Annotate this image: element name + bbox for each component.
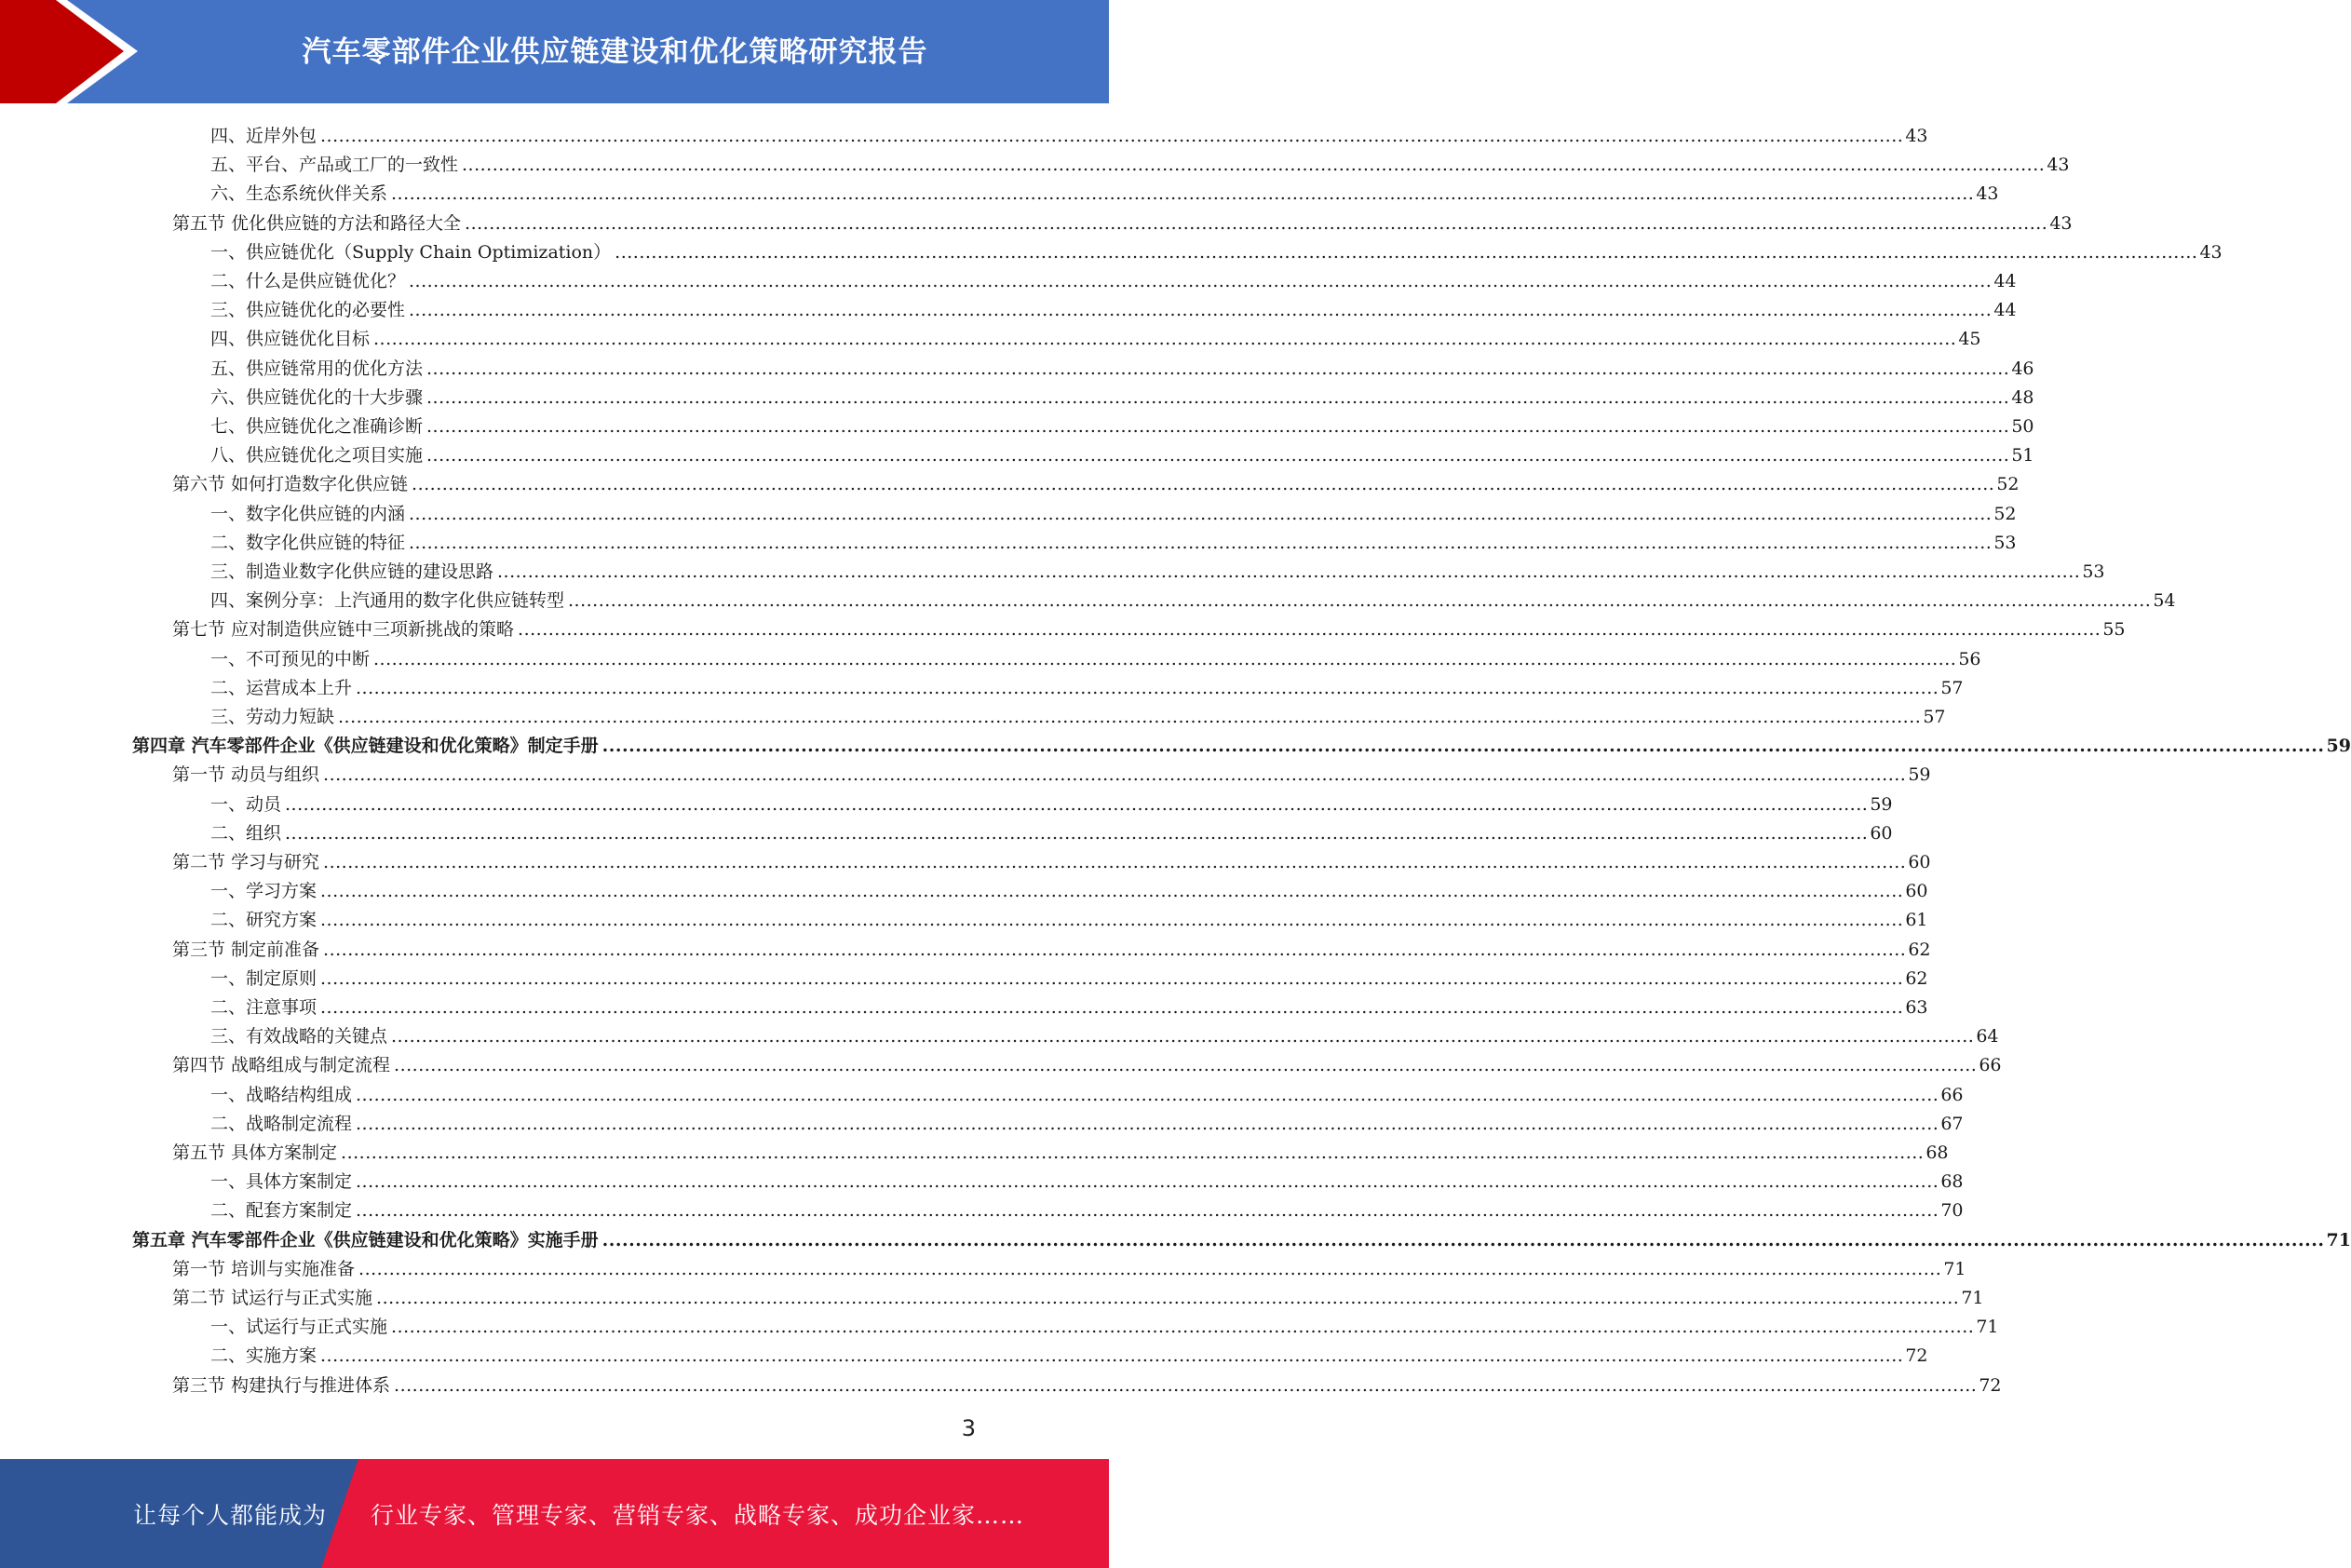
toc-entry-page: 63 bbox=[1905, 997, 1928, 1018]
toc-entry[interactable] bbox=[210, 1077, 1964, 1106]
toc-entry-label: 三、劳动力短缺 bbox=[210, 707, 335, 727]
document-title: 汽车零部件企业供应链建设和优化策略研究报告 bbox=[302, 34, 928, 69]
toc-entry-label: 一、制定原则 bbox=[210, 967, 318, 989]
toc-entry[interactable] bbox=[210, 670, 1964, 699]
toc-entry[interactable] bbox=[210, 147, 2070, 176]
toc-entry-label: 二、实施方案 bbox=[210, 1345, 318, 1367]
toc-leader-dots: .................................................................................................................................................................................................................................................................... bbox=[320, 126, 1904, 146]
toc-entry-label: 一、不可预见的中断 bbox=[210, 648, 371, 669]
toc-entry-page: 70 bbox=[1940, 1200, 1964, 1222]
toc-entry[interactable] bbox=[210, 321, 1981, 350]
toc-leader-dots: .................................................................................................................................................................................................................................................................... bbox=[568, 590, 2152, 612]
toc-entry-page: 54 bbox=[2153, 590, 2176, 612]
toc-leader-dots: .................................................................................................................................................................................................................................................................... bbox=[320, 967, 1904, 989]
toc-leader-dots: .................................................................................................................................................................................................................................................................... bbox=[285, 822, 1869, 844]
toc-entry-page: 60 bbox=[1908, 852, 1931, 872]
toc-entry-label: 第七节 应对制造供应链中三项新挑战的策略 bbox=[172, 619, 515, 641]
toc-leader-dots: .................................................................................................................................................................................................................................................................... bbox=[373, 648, 1957, 669]
toc-leader-dots: .................................................................................................................................................................................................................................................................... bbox=[465, 212, 2048, 234]
page-number: 3 bbox=[961, 1415, 976, 1441]
toc-leader-dots: .................................................................................................................................................................................................................................................................... bbox=[391, 1026, 1975, 1048]
toc-entry-page: 71 bbox=[1943, 1258, 1966, 1279]
toc-entry[interactable] bbox=[210, 1164, 1964, 1193]
toc-entry-page: 50 bbox=[2011, 416, 2034, 437]
toc-entry-label: 二、配套方案制定 bbox=[210, 1200, 353, 1222]
toc-entry-page: 71 bbox=[1961, 1288, 1984, 1308]
toc-entry[interactable] bbox=[210, 1106, 1964, 1135]
toc-entry[interactable] bbox=[210, 176, 1999, 205]
toc-entry[interactable] bbox=[210, 351, 2034, 380]
toc-entry-page: 46 bbox=[2011, 358, 2034, 379]
toc-entry[interactable] bbox=[210, 1019, 1999, 1048]
toc-entry-label: 二、注意事项 bbox=[210, 997, 318, 1018]
toc-entry-page: 43 bbox=[1905, 126, 1928, 146]
toc-entry-label: 第四章 汽车零部件企业《供应链建设和优化策略》制定手册 bbox=[132, 736, 599, 757]
toc-entry-page: 57 bbox=[1923, 707, 1946, 727]
toc-entry-label: 一、动员 bbox=[210, 793, 282, 815]
toc-entry-label: 一、数字化供应链的内涵 bbox=[210, 503, 406, 524]
toc-entry-page: 66 bbox=[1940, 1084, 1964, 1105]
toc-entry[interactable] bbox=[210, 902, 1928, 931]
toc-entry[interactable] bbox=[210, 816, 1893, 845]
toc-entry-label: 第六节 如何打造数字化供应链 bbox=[172, 474, 409, 495]
toc-entry-label: 三、制造业数字化供应链的建设思路 bbox=[210, 561, 494, 582]
toc-entry-label: 二、战略制定流程 bbox=[210, 1113, 353, 1134]
toc-entry[interactable] bbox=[172, 1251, 1966, 1280]
toc-leader-dots: .................................................................................................................................................................................................................................................................... bbox=[323, 939, 1907, 960]
footer-slogan-left: 让每个人都能成为 bbox=[133, 1501, 328, 1529]
toc-entry-label: 第五节 优化供应链的方法和路径大全 bbox=[172, 212, 462, 234]
toc-entry[interactable] bbox=[210, 292, 2017, 321]
toc-leader-dots: .................................................................................................................................................................................................................................................................... bbox=[394, 1055, 1978, 1076]
toc-leader-dots: .................................................................................................................................................................................................................................................................... bbox=[320, 997, 1904, 1018]
toc-entry-label: 五、平台、产品或工厂的一致性 bbox=[210, 155, 459, 176]
toc-entry-page: 59 bbox=[2326, 736, 2351, 757]
toc-entry[interactable] bbox=[210, 961, 1928, 990]
toc-entry-page: 56 bbox=[1958, 648, 1981, 669]
toc-leader-dots: .................................................................................................................................................................................................................................................................... bbox=[497, 561, 2081, 582]
toc-entry-label: 一、试运行与正式实施 bbox=[210, 1317, 388, 1338]
toc-entry-label: 第一节 动员与组织 bbox=[172, 764, 320, 786]
toc-entry[interactable] bbox=[210, 990, 1928, 1019]
toc-leader-dots: .................................................................................................................................................................................................................................................................... bbox=[320, 881, 1904, 902]
footer-slogan-right: 行业专家、管理专家、营销专家、战略专家、成功企业家…… bbox=[371, 1501, 1025, 1529]
toc-entry[interactable] bbox=[172, 612, 2126, 641]
toc-leader-dots: .................................................................................................................................................................................................................................................................... bbox=[601, 736, 2325, 757]
header-band bbox=[0, 0, 1109, 103]
toc-entry-label: 六、生态系统伙伴关系 bbox=[210, 183, 388, 205]
toc-entry[interactable] bbox=[210, 525, 2017, 554]
toc-entry[interactable] bbox=[172, 757, 1931, 786]
toc-entry-label: 二、数字化供应链的特征 bbox=[210, 532, 406, 553]
toc-entry[interactable] bbox=[210, 264, 2017, 292]
toc-entry-label: 五、供应链常用的优化方法 bbox=[210, 358, 424, 379]
toc-leader-dots: .................................................................................................................................................................................................................................................................... bbox=[409, 532, 1993, 553]
toc-entry[interactable] bbox=[172, 1135, 1949, 1164]
toc-entry-page: 44 bbox=[1993, 300, 2017, 321]
toc-entry-label: 七、供应链优化之准确诊断 bbox=[210, 416, 424, 437]
toc-entry[interactable] bbox=[210, 787, 1893, 816]
toc-entry-page: 43 bbox=[2047, 155, 2070, 176]
toc-entry-page: 67 bbox=[1940, 1113, 1964, 1134]
toc-entry-label: 四、近岸外包 bbox=[210, 126, 318, 146]
toc-entry-page: 66 bbox=[1979, 1055, 2002, 1076]
toc-leader-dots: .................................................................................................................................................................................................................................................................... bbox=[323, 764, 1907, 786]
toc-entry-page: 44 bbox=[1993, 271, 2017, 291]
toc-entry-label: 第五章 汽车零部件企业《供应链建设和优化策略》实施手册 bbox=[132, 1229, 599, 1250]
toc-entry-page: 60 bbox=[1870, 822, 1893, 844]
toc-leader-dots: .................................................................................................................................................................................................................................................................... bbox=[356, 1200, 1939, 1222]
toc-entry-label: 第二节 学习与研究 bbox=[172, 852, 320, 872]
toc-entry[interactable] bbox=[210, 380, 2034, 409]
toc-entry-label: 第五节 具体方案制定 bbox=[172, 1142, 338, 1163]
toc-entry-page: 43 bbox=[2199, 241, 2223, 263]
toc-entry-page: 60 bbox=[1905, 881, 1928, 902]
toc-entry-label: 一、战略结构组成 bbox=[210, 1084, 353, 1105]
toc-entry-label: 一、具体方案制定 bbox=[210, 1171, 353, 1193]
toc-leader-dots: .................................................................................................................................................................................................................................................................... bbox=[320, 910, 1904, 931]
toc-entry-page: 43 bbox=[1976, 183, 1999, 205]
toc-entry-label: 三、有效战略的关键点 bbox=[210, 1026, 388, 1048]
toc-entry[interactable] bbox=[210, 235, 2223, 264]
toc-leader-dots: .................................................................................................................................................................................................................................................................... bbox=[601, 1229, 2325, 1250]
toc-leader-dots: .................................................................................................................................................................................................................................................................... bbox=[409, 271, 1993, 291]
toc-leader-dots: .................................................................................................................................................................................................................................................................... bbox=[426, 386, 2010, 408]
toc-leader-dots: .................................................................................................................................................................................................................................................................... bbox=[356, 1084, 1939, 1105]
toc-entry-page: 51 bbox=[2011, 445, 2034, 466]
toc-leader-dots: .................................................................................................................................................................................................................................................................... bbox=[394, 1374, 1978, 1396]
toc-entry-label: 二、研究方案 bbox=[210, 910, 318, 931]
toc-entry-page: 68 bbox=[1940, 1171, 1964, 1193]
toc-leader-dots: .................................................................................................................................................................................................................................................................... bbox=[409, 503, 1993, 524]
toc-entry-label: 第四节 战略组成与制定流程 bbox=[172, 1055, 391, 1076]
toc-entry-label: 八、供应链优化之项目实施 bbox=[210, 445, 424, 466]
toc-entry[interactable] bbox=[210, 409, 2034, 438]
toc-leader-dots: .................................................................................................................................................................................................................................................................... bbox=[391, 1317, 1975, 1338]
toc-entry-label: 一、供应链优化（Supply Chain Optimization） bbox=[210, 241, 612, 263]
toc-entry-label: 二、什么是供应链优化？ bbox=[210, 271, 406, 291]
toc-leader-dots: .................................................................................................................................................................................................................................................................... bbox=[358, 1258, 1942, 1279]
toc-leader-dots: .................................................................................................................................................................................................................................................................... bbox=[285, 793, 1869, 815]
toc-entry[interactable] bbox=[210, 583, 2176, 612]
toc-entry-page: 62 bbox=[1905, 967, 1928, 989]
toc-entry-page: 61 bbox=[1905, 910, 1928, 931]
toc-entry-label: 三、供应链优化的必要性 bbox=[210, 300, 406, 321]
toc-leader-dots: .................................................................................................................................................................................................................................................................... bbox=[412, 474, 1995, 495]
toc-entry-page: 45 bbox=[1958, 329, 1981, 350]
toc-leader-dots: .................................................................................................................................................................................................................................................................... bbox=[338, 707, 1922, 727]
toc-leader-dots: .................................................................................................................................................................................................................................................................... bbox=[323, 852, 1907, 872]
toc-entry-page: 71 bbox=[1976, 1317, 1999, 1338]
toc-leader-dots: .................................................................................................................................................................................................................................................................... bbox=[356, 1171, 1939, 1193]
toc-entry-page: 48 bbox=[2011, 386, 2034, 408]
toc-leader-dots: .................................................................................................................................................................................................................................................................... bbox=[376, 1288, 1960, 1308]
toc-entry-page: 59 bbox=[1870, 793, 1893, 815]
toc-entry-label: 第二节 试运行与正式实施 bbox=[172, 1288, 373, 1308]
toc-entry[interactable] bbox=[172, 932, 1931, 961]
toc-entry-label: 二、运营成本上升 bbox=[210, 677, 353, 698]
toc-leader-dots: .................................................................................................................................................................................................................................................................... bbox=[320, 1345, 1904, 1367]
toc-entry[interactable] bbox=[210, 496, 2017, 525]
toc-leader-dots: .................................................................................................................................................................................................................................................................... bbox=[356, 1113, 1939, 1134]
toc-entry-page: 72 bbox=[1905, 1345, 1928, 1367]
toc-entry[interactable] bbox=[210, 1338, 1928, 1367]
footer-band bbox=[0, 1459, 1109, 1568]
toc-entry[interactable] bbox=[210, 699, 1946, 728]
toc-entry-page: 62 bbox=[1908, 939, 1931, 960]
toc-entry[interactable] bbox=[210, 118, 1928, 147]
toc-entry[interactable] bbox=[210, 1309, 1999, 1338]
toc-entry[interactable] bbox=[132, 1223, 2351, 1251]
toc-entry-label: 二、组织 bbox=[210, 822, 282, 844]
toc-entry-page: 71 bbox=[2326, 1229, 2351, 1250]
toc-entry-page: 68 bbox=[1925, 1142, 1949, 1163]
toc-entry-page: 52 bbox=[1996, 474, 2020, 495]
toc-entry[interactable] bbox=[210, 1193, 1964, 1222]
toc-leader-dots: .................................................................................................................................................................................................................................................................... bbox=[462, 155, 2046, 176]
toc-entry-page: 57 bbox=[1940, 677, 1964, 698]
toc-entry-page: 53 bbox=[1993, 532, 2017, 553]
toc-entry-label: 四、案例分享：上汽通用的数字化供应链转型 bbox=[210, 590, 565, 612]
toc-entry-page: 64 bbox=[1976, 1026, 1999, 1048]
toc-leader-dots: .................................................................................................................................................................................................................................................................... bbox=[426, 416, 2010, 437]
toc-leader-dots: .................................................................................................................................................................................................................................................................... bbox=[518, 619, 2101, 641]
toc-entry-page: 59 bbox=[1908, 764, 1931, 786]
toc-entry[interactable] bbox=[172, 466, 2020, 495]
toc-entry-page: 52 bbox=[1993, 503, 2017, 524]
toc-entry[interactable] bbox=[172, 1280, 1984, 1309]
toc-entry-label: 四、供应链优化目标 bbox=[210, 329, 371, 350]
toc-leader-dots: .................................................................................................................................................................................................................................................................... bbox=[356, 677, 1939, 698]
toc-entry-label: 第三节 制定前准备 bbox=[172, 939, 320, 960]
toc-leader-dots: .................................................................................................................................................................................................................................................................... bbox=[409, 300, 1993, 321]
toc-entry-page: 43 bbox=[2049, 212, 2073, 234]
toc-entry-page: 55 bbox=[2102, 619, 2126, 641]
toc-leader-dots: .................................................................................................................................................................................................................................................................... bbox=[341, 1142, 1925, 1163]
toc-leader-dots: .................................................................................................................................................................................................................................................................... bbox=[373, 329, 1957, 350]
toc-entry[interactable] bbox=[172, 206, 2073, 235]
toc-entry-label: 六、供应链优化的十大步骤 bbox=[210, 386, 424, 408]
toc-entry-page: 53 bbox=[2082, 561, 2105, 582]
toc-entry[interactable] bbox=[172, 845, 1931, 873]
toc-entry-page: 72 bbox=[1979, 1374, 2002, 1396]
toc-entry[interactable] bbox=[210, 438, 2034, 466]
toc-entry-label: 第一节 培训与实施准备 bbox=[172, 1258, 356, 1279]
toc-entry[interactable] bbox=[172, 1048, 2002, 1076]
toc-leader-dots: .................................................................................................................................................................................................................................................................... bbox=[391, 183, 1975, 205]
toc-entry[interactable] bbox=[210, 554, 2105, 583]
toc-leader-dots: .................................................................................................................................................................................................................................................................... bbox=[615, 241, 2198, 263]
toc-entry-label: 第三节 构建执行与推进体系 bbox=[172, 1374, 391, 1396]
toc-leader-dots: .................................................................................................................................................................................................................................................................... bbox=[426, 445, 2010, 466]
toc-leader-dots: .................................................................................................................................................................................................................................................................... bbox=[426, 358, 2010, 379]
toc-entry[interactable] bbox=[172, 1368, 2002, 1397]
toc-entry[interactable] bbox=[210, 642, 1981, 670]
toc-entry[interactable] bbox=[210, 873, 1928, 902]
toc-entry-label: 一、学习方案 bbox=[210, 881, 318, 902]
toc-entry[interactable] bbox=[132, 728, 2351, 757]
